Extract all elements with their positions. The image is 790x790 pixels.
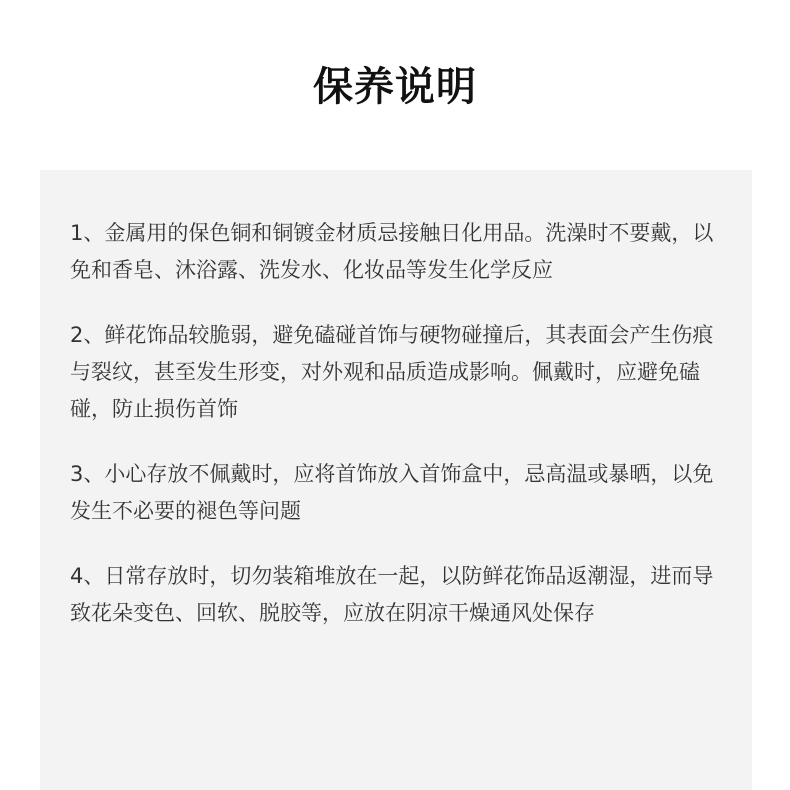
page-title: 保养说明	[313, 63, 477, 110]
care-instructions-list	[70, 215, 725, 660]
care-item-1: 1、金属用的保色铜和铜镀金材质忌接触日化用品。洗澡时不要戴，以免和香皂、沐浴露、洗发水、化妆品等发生化学反应	[70, 221, 714, 282]
care-item-2: 2、鲜花饰品较脆弱，避免磕碰首饰与硬物碰撞后，其表面会产生伤痕与裂纹，甚至发生形变，对外观和品质造成影响。佩戴时，应避免磕碰，防止损伤首饰	[70, 323, 714, 421]
care-instructions-panel	[40, 170, 752, 790]
care-item-3: 3、小心存放不佩戴时，应将首饰放入首饰盒中，忌高温或暴晒，以免发生不必要的褪色等问题	[70, 462, 714, 523]
care-item-4: 4、日常存放时，切勿装箱堆放在一起，以防鲜花饰品返潮湿，进而导致花朵变色、回软、脱胶等，应放在阴凉干燥通风处保存	[70, 564, 714, 625]
